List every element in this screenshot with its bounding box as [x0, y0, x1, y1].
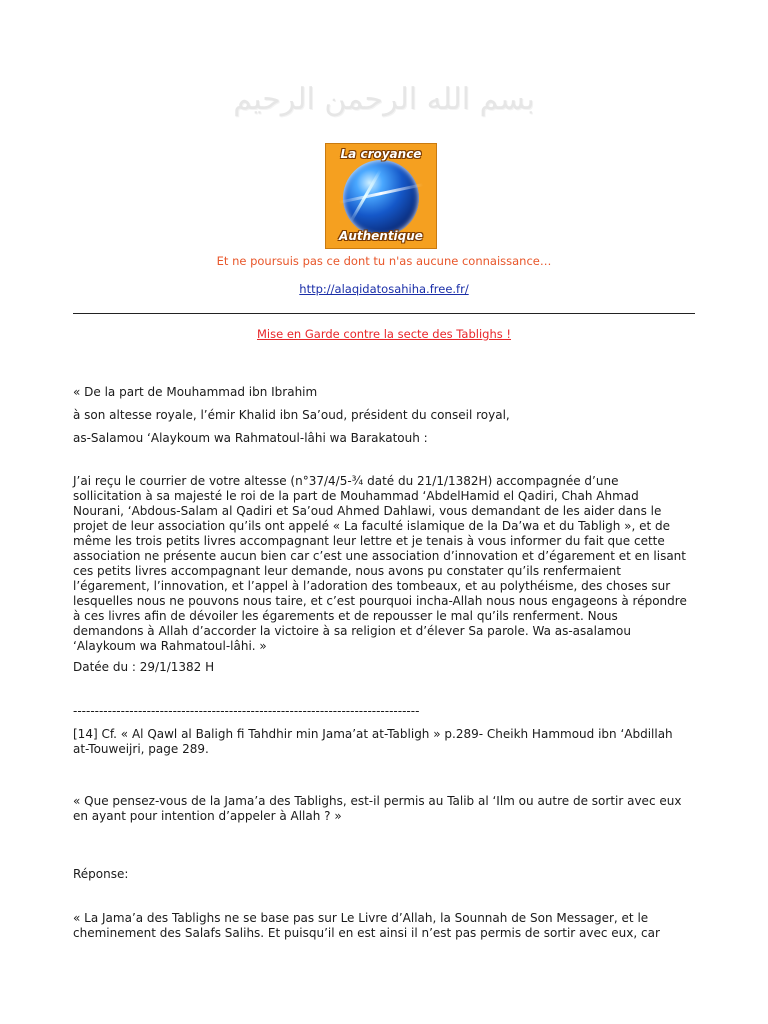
letter-body-line: projet de leur association qu’ils ont appelé « La faculté islamique de la Da’wa et du Tabligh », et de	[73, 519, 671, 533]
letter-body-line: lesquelles nous ne pouvons nous taire, et c’est pourquoi incha-Allah nous nous engageons à répondre	[73, 594, 687, 608]
answer-label: Réponse:	[73, 867, 129, 881]
site-tagline: Et ne poursuis pas ce dont tu n'as aucune connaissance…	[216, 254, 552, 268]
letter-sender: « De la part de Mouhammad ibn Ibrahim	[73, 385, 318, 399]
footnote	[73, 727, 713, 757]
footnote-line: [14] Cf. « Al Qawl al Baligh fi Tahdhir min Jama’at at-Tabligh » p.289- Cheikh Hammoud ibn ‘Abdillah	[73, 727, 673, 741]
answer-line: cheminement des Salafs Salihs. Et puisqu’il en est ainsi il n’est pas permis de sortir avec eux, car	[73, 926, 660, 940]
question-line: « Que pensez-vous de la Jama’a des Tablighs, est-il permis au Talib al ‘Ilm ou autre de sortir avec eux	[73, 794, 682, 808]
separator-line: --------------------------------------------------------------------------------	[73, 704, 420, 718]
letter-date: Datée du : 29/1/1382 H	[73, 660, 215, 674]
letter-body-line: J’ai reçu le courrier de votre altesse (n°37/4/5-¾ daté du 21/1/1382H) accompagnée d’une	[73, 474, 619, 488]
answer	[73, 911, 713, 941]
letter-body-line: association ne présente aucun bien car c’est une association d’innovation et d’égarement et en lisant	[73, 549, 686, 563]
document-title-link[interactable]: Mise en Garde contre la secte des Tablighs !	[257, 327, 511, 341]
logo-bottom-text: Authentique	[339, 229, 423, 243]
letter-recipient: à son altesse royale, l’émir Khalid ibn Sa’oud, président du conseil royal,	[73, 408, 510, 422]
question	[73, 794, 713, 824]
footnote-line: at-Touweijri, page 289.	[73, 742, 209, 756]
letter-body-line: ces petits livres accompagnant leur demande, nous avons pu constater qu’ils renfermaient	[73, 564, 621, 578]
letter-body-line: à ces livres afin de dévoiler les égarements et de repousser le mal qu’ils renferment. Nous	[73, 609, 618, 623]
letter-body-line: Nourani, ‘Abdous-Salam al Qadiri et Sa’oud Ahmed Dahlawi, vous demandant de les aider dans le	[73, 504, 662, 518]
letter-body-line: l’égarement, l’innovation, et l’appel à l’adoration des tombeaux, et au polythéisme, des choses sur	[73, 579, 671, 593]
site-logo	[325, 143, 437, 249]
letter-greeting: as-Salamou ‘Alaykoum wa Rahmatoul-lâhi wa Barakatouh :	[73, 431, 428, 445]
letter-body-line: sollicitation à sa majesté le roi de la part de Mouhammad ‘AbdelHamid el Qadiri, Chah Ahmad	[73, 489, 639, 503]
horizontal-rule	[73, 313, 695, 314]
logo-top-text: La croyance	[340, 147, 422, 161]
letter-body	[73, 474, 713, 654]
answer-line: « La Jama’a des Tablighs ne se base pas sur Le Livre d’Allah, la Sounnah de Son Messager, et le	[73, 911, 649, 925]
site-url-link[interactable]: http://alaqidatosahiha.free.fr/	[299, 282, 469, 296]
question-line: en ayant pour intention d’appeler à Allah ? »	[73, 809, 342, 823]
letter-body-line: même les trois petits livres accompagnant leur lettre et je tenais à vous informer du fait que cette	[73, 534, 665, 548]
letter-body-line: ‘Alaykoum wa Rahmatoul-lâhi. »	[73, 639, 267, 653]
arabic-basmala: بسم الله الرحمن الرحيم	[233, 82, 535, 117]
letter-body-line: demandons à Allah d’accorder la victoire à sa religion et d’élever Sa parole. Wa as-asalamou	[73, 624, 631, 638]
